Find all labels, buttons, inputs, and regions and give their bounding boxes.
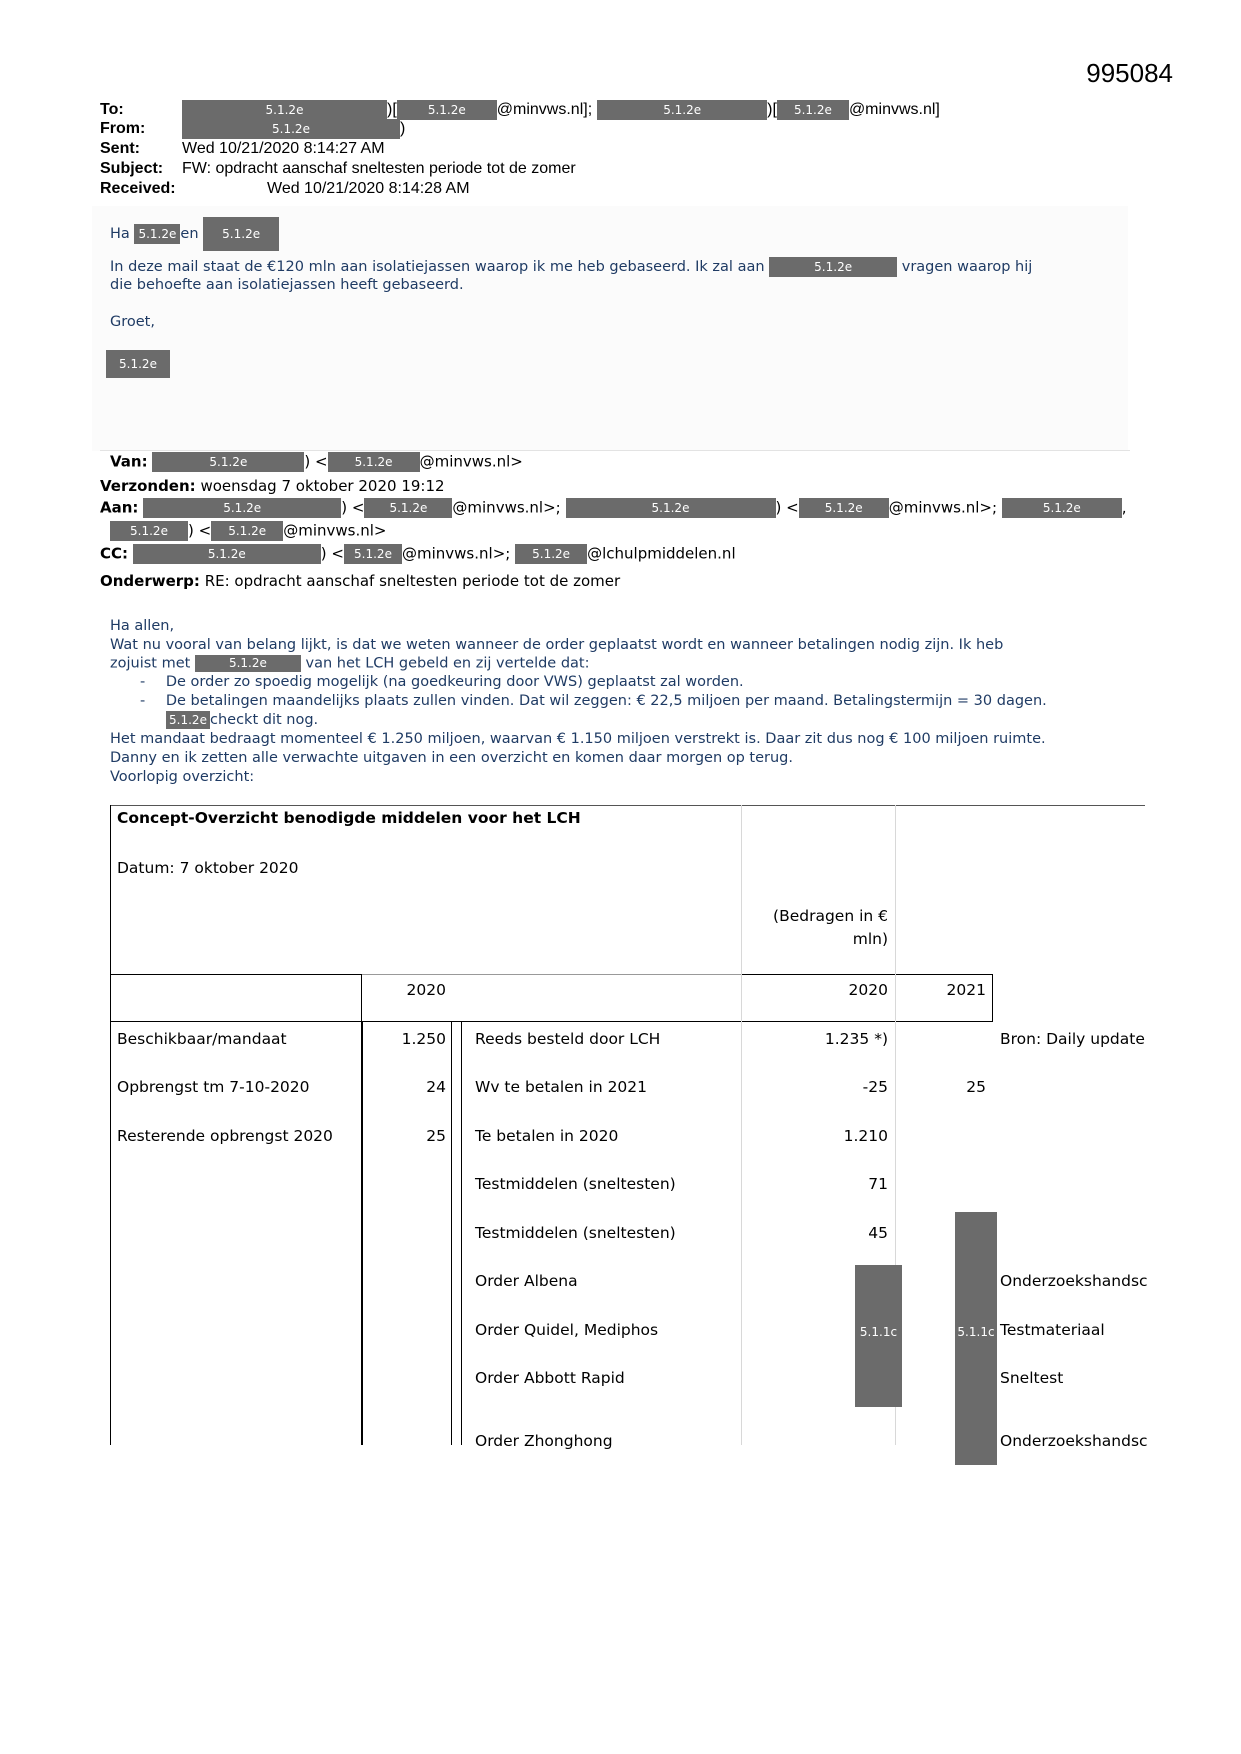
- forward-verzonden-row: [100, 477, 445, 495]
- redaction: 5.1.1c: [859, 1325, 898, 1339]
- from-label: From:: [100, 120, 146, 138]
- body-line-3: Het mandaat bedraagt momenteel € 1.250 miljoen, waarvan € 1.150 miljoen verstrekt is. Daar zit dus nog € 100 miljoen ruimte.: [110, 731, 1046, 747]
- right-row-label: Wv te betalen in 2021: [475, 1078, 648, 1096]
- right-row-2020: 1.210: [843, 1127, 888, 1145]
- redaction: 5.1.2e: [328, 452, 420, 472]
- bullet-text: De betalingen maandelijks plaats zullen vinden. Dat wil zeggen: € 22,5 miljoen per maand. Betalingstermijn = 30 dagen.: [165, 693, 1047, 709]
- reply-greeting: [110, 217, 279, 251]
- angle-open: ) <: [775, 498, 799, 517]
- redaction: 5.1.2e: [182, 119, 400, 139]
- body-bullet-2: [140, 693, 1047, 709]
- received-value: Wed 10/21/2020 8:14:28 AM: [267, 180, 470, 197]
- bullet-text: De order zo spoedig mogelijk (na goedkeuring door VWS) geplaatst zal worden.: [165, 674, 744, 690]
- right-row-note: Sneltest: [1000, 1369, 1064, 1387]
- header-received-row: [100, 179, 470, 198]
- redaction: 5.1.2e: [143, 498, 341, 518]
- redaction: 5.1.2e: [133, 544, 321, 564]
- redaction: 5.1.2e: [166, 711, 210, 729]
- right-row-label: Order Abbott Rapid: [475, 1369, 625, 1387]
- to-email-2: @minvws.nl]: [848, 101, 940, 119]
- email-domain: @minvws.nl>: [419, 452, 523, 471]
- redaction: 5.1.2e: [344, 544, 402, 564]
- body-text: van het LCH gebeld en zij vertelde dat:: [305, 655, 590, 672]
- redaction: 5.1.2e: [106, 350, 170, 378]
- verzonden-label: Verzonden:: [100, 477, 196, 495]
- table-bedragen-1: (Bedragen in €: [773, 907, 888, 925]
- right-row-2020: 1.235 *): [824, 1030, 888, 1048]
- greeting-ha: Ha: [110, 226, 130, 242]
- body-greeting: Ha allen,: [110, 618, 175, 634]
- body-line-2: [110, 655, 590, 672]
- right-row-label: Order Quidel, Mediphos: [475, 1321, 659, 1339]
- header-to-row: [100, 100, 940, 120]
- bullet-text: checkt dit nog.: [210, 712, 319, 728]
- redaction: 5.1.2e: [152, 452, 304, 472]
- col-header-2020-right: 2020: [848, 981, 888, 999]
- aan-label: Aan:: [100, 498, 139, 517]
- redaction: 5.1.2e: [799, 498, 889, 518]
- to-label: To:: [100, 101, 124, 119]
- right-row-note: Onderzoekshandsc: [1000, 1432, 1148, 1450]
- col-header-2020-left: 2020: [406, 981, 446, 999]
- body-bullet-1: [140, 674, 744, 690]
- verzonden-value: woensdag 7 oktober 2020 19:12: [200, 477, 445, 495]
- email-domain: @minvws.nl>: [283, 521, 387, 540]
- left-row-value: 24: [426, 1078, 446, 1096]
- to-separator: )[: [387, 101, 397, 119]
- header-from-row: [100, 119, 405, 139]
- reply-text: In deze mail staat de €120 mln aan isolatiejassen waarop ik me heb gebaseerd. Ik zal aan: [110, 259, 765, 275]
- redaction-block-2020: [855, 1265, 902, 1407]
- separator-line: [100, 450, 1130, 451]
- right-row-label: Testmiddelen (sneltesten): [475, 1224, 676, 1242]
- sent-label: Sent:: [100, 140, 140, 157]
- subject-label: Subject:: [100, 160, 164, 177]
- right-row-note: Onderzoekshandsc: [1000, 1272, 1148, 1290]
- right-row-2020: 45: [868, 1224, 888, 1242]
- redaction: 5.1.1c: [957, 1325, 995, 1339]
- cc-label: CC:: [100, 544, 129, 563]
- forward-aan-row-2: [110, 521, 386, 541]
- email-domain: @minvws.nl>;: [888, 498, 998, 517]
- redaction: 5.1.2e: [597, 100, 767, 120]
- angle-open: ) <: [320, 544, 344, 563]
- redaction: 5.1.2e: [515, 544, 587, 564]
- redaction: 5.1.2e: [1002, 498, 1122, 518]
- reply-closing: Groet,: [110, 314, 155, 330]
- redaction-block-2021: [955, 1212, 997, 1465]
- angle-open: ) <: [304, 452, 328, 471]
- right-row-2021: 25: [966, 1078, 986, 1096]
- header-subject-row: [100, 159, 576, 178]
- reply-text: vragen waarop hij: [901, 259, 1033, 275]
- to-separator: )[: [767, 101, 777, 119]
- forward-onderwerp-row: [100, 572, 620, 590]
- redaction: 5.1.2e: [134, 224, 180, 244]
- bullet-dash: -: [140, 693, 146, 709]
- table-datum: Datum: 7 oktober 2020: [117, 859, 299, 877]
- body-line-5: Voorlopig overzicht:: [110, 769, 255, 785]
- right-row-label: Testmiddelen (sneltesten): [475, 1175, 676, 1193]
- body-line-1: Wat nu vooral van belang lijkt, is dat we weten wanneer de order geplaatst wordt en wanneer betalingen nodig zijn. Ik heb: [110, 637, 1004, 653]
- redaction: 5.1.2e: [769, 257, 897, 277]
- body-line-4: Danny en ik zetten alle verwachte uitgaven in een overzicht en komen daar morgen op terug.: [110, 750, 793, 766]
- redaction: 5.1.2e: [566, 498, 776, 518]
- onderwerp-value: RE: opdracht aanschaf sneltesten periode tot de zomer: [204, 572, 621, 590]
- comma: ,: [1121, 498, 1127, 517]
- reply-line-1: [110, 257, 1032, 277]
- subject-value: FW: opdracht aanschaf sneltesten periode tot de zomer: [182, 160, 576, 177]
- header-sent-row: [100, 139, 385, 158]
- van-label: Van:: [110, 452, 148, 471]
- left-row-label: Opbrengst tm 7-10-2020: [117, 1078, 310, 1096]
- to-email-1: @minvws.nl];: [496, 101, 593, 119]
- redaction: 5.1.2e: [195, 655, 301, 672]
- right-row-2020: 71: [868, 1175, 888, 1193]
- email-domain: @minvws.nl>;: [402, 544, 511, 563]
- forward-van-row: [110, 452, 523, 472]
- redaction: 5.1.2e: [110, 521, 188, 541]
- forward-cc-row: [100, 544, 736, 564]
- redaction: 5.1.2e: [777, 100, 849, 120]
- redaction: 5.1.2e: [364, 498, 452, 518]
- right-row-label: Order Zhonghong: [475, 1432, 613, 1450]
- left-row-value: 1.250: [401, 1030, 446, 1048]
- reply-line-2: die behoefte aan isolatiejassen heeft gebaseerd.: [110, 277, 464, 293]
- email-domain: @lchulpmiddelen.nl: [587, 544, 736, 563]
- redaction: 5.1.2e: [211, 521, 283, 541]
- table-title: Concept-Overzicht benodigde middelen voor het LCH: [117, 809, 581, 827]
- left-row-value: 25: [426, 1127, 446, 1145]
- left-row-label: Resterende opbrengst 2020: [117, 1127, 333, 1145]
- forward-aan-row: [100, 498, 1127, 518]
- angle-open: ) <: [341, 498, 365, 517]
- left-row-label: Beschikbaar/mandaat: [117, 1030, 287, 1048]
- reply-signature: [106, 350, 170, 378]
- body-bullet-2-cont: [166, 711, 318, 729]
- email-domain: @minvws.nl>;: [452, 498, 561, 517]
- sent-value: Wed 10/21/2020 8:14:27 AM: [182, 140, 385, 157]
- right-row-label: Te betalen in 2020: [475, 1127, 619, 1145]
- col-header-2021: 2021: [946, 981, 986, 999]
- right-row-note: Testmateriaal: [1000, 1321, 1105, 1339]
- right-row-label: Order Albena: [475, 1272, 578, 1290]
- right-row-note: Bron: Daily update: [1000, 1030, 1145, 1048]
- bullet-dash: -: [140, 674, 146, 690]
- body-text: zojuist met: [110, 655, 191, 672]
- redaction: 5.1.2e: [203, 217, 279, 251]
- right-row-label: Reeds besteld door LCH: [475, 1030, 661, 1048]
- from-close: ): [400, 120, 406, 138]
- document-number: 995084: [1086, 58, 1173, 88]
- received-label: Received:: [100, 180, 176, 197]
- angle-open: ) <: [188, 521, 212, 540]
- right-row-2020: -25: [862, 1078, 888, 1096]
- onderwerp-label: Onderwerp:: [100, 572, 200, 590]
- greeting-en: en: [180, 226, 199, 242]
- redaction: 5.1.2e: [182, 100, 387, 120]
- table-bedragen-2: mln): [852, 930, 888, 948]
- redaction: 5.1.2e: [397, 100, 497, 120]
